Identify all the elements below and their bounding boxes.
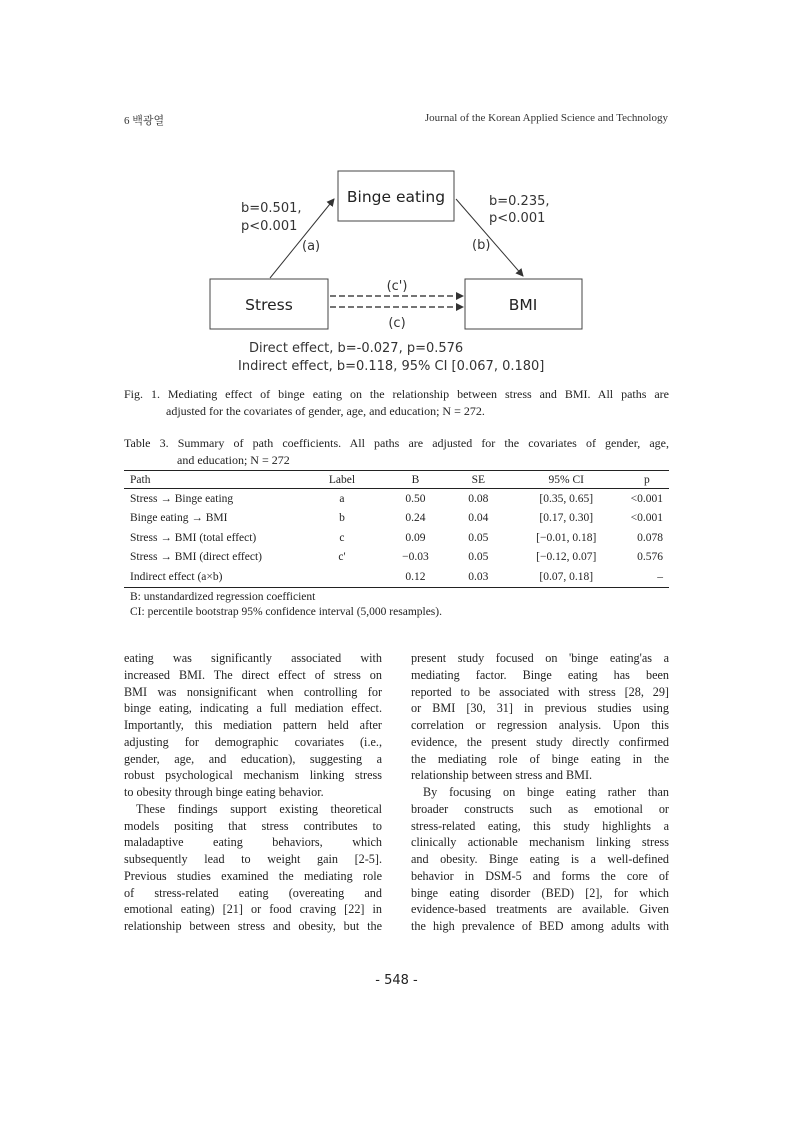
- table-row: [124, 509, 669, 529]
- text-line: correlation or regression analysis. Upon this: [411, 718, 669, 732]
- cell-label: c: [339, 531, 345, 544]
- figure-caption-line-1: Fig. 1. Mediating effect of binge eating on the relationship between stress and BMI. All paths are: [124, 387, 669, 401]
- cell-p: <0.001: [630, 492, 663, 505]
- text-line: reported to be associated with stress [28, 29]: [411, 684, 669, 699]
- text-line: behavior in DSM-5 and forms the core of: [411, 868, 669, 883]
- column-header-ci: 95% CI: [508, 471, 625, 489]
- text-line: to obesity through binge eating behavior.: [124, 785, 324, 799]
- cell-ci: [−0.01, 0.18]: [536, 531, 597, 544]
- indirect-effect-text: Indirect effect, b=0.118, 95% CI [0.067, 0.180]: [238, 359, 545, 374]
- text-line: models positing that stress contributes to: [124, 818, 382, 833]
- body-text-right-column: [411, 650, 669, 935]
- path-b-coefficient: b=0.235,: [489, 194, 550, 209]
- direct-effect-text: Direct effect, b=-0.027, p=0.576: [249, 341, 464, 356]
- cell-se: 0.05: [468, 551, 489, 564]
- text-line: broader constructs such as emotional or: [411, 801, 669, 816]
- text-line: increased BMI. The direct effect of stress on: [124, 667, 382, 682]
- path-b-label: (b): [472, 238, 491, 253]
- header-journal-title: Journal of the Korean Applied Science and Technology: [424, 112, 668, 124]
- text-line: or BMI [30, 31] in previous studies using: [411, 701, 669, 716]
- text-line: of stress-related eating (overeating and: [124, 885, 382, 900]
- table-row: [124, 489, 669, 509]
- text-line: eating was significantly associated with: [124, 651, 382, 665]
- path-c-label: (c): [388, 316, 406, 331]
- table-note-ci: CI: percentile bootstrap 95% confidence interval (5,000 resamples).: [130, 606, 442, 618]
- text-line: relationship between stress and obesity, but the: [124, 919, 382, 933]
- binge-eating-box-label: Binge eating: [346, 188, 446, 206]
- mediation-diagram: [0, 0, 793, 380]
- text-line: and obesity. Binge eating is a well-defined: [411, 852, 669, 866]
- cell-p: 0.078: [637, 531, 663, 544]
- text-line: evidence-based treatments are available. Given: [411, 902, 669, 917]
- text-line: present study focused on 'binge eating'as a: [411, 651, 669, 665]
- cell-path: Stress → Binge eating: [130, 492, 234, 505]
- cell-b: 0.24: [405, 512, 426, 525]
- table-caption-line-1: Table 3. Summary of path coefficients. All paths are adjusted for the covariates of gender, age,: [124, 436, 669, 450]
- cell-b: 0.09: [405, 531, 426, 544]
- cell-label: [302, 567, 382, 587]
- column-header-se: SE: [449, 471, 508, 489]
- text-line: BMI was nonsignificant when controlling for: [124, 684, 382, 699]
- text-line: stress-related eating, this study highlights a: [411, 818, 669, 833]
- text-line: By focusing on binge eating rather than: [423, 785, 669, 799]
- cell-p: –: [625, 567, 669, 587]
- column-header-label: Label: [302, 471, 382, 489]
- cell-ci: [0.07, 0.18]: [508, 567, 625, 587]
- cell-path: Binge eating → BMI: [130, 512, 228, 525]
- text-line: binge eating, indicating a full mediation effect.: [124, 701, 382, 716]
- path-coefficients-table: [124, 470, 669, 588]
- cell-ci: [−0.12, 0.07]: [536, 551, 597, 564]
- cell-label: a: [339, 492, 345, 505]
- text-line: relationship between stress and BMI.: [411, 768, 593, 783]
- text-line: emotional eating) [21] or food craving [22] in: [124, 902, 382, 917]
- path-c-prime-label: (c'): [386, 279, 408, 294]
- text-line: clinically actionable mechanism linking stress: [411, 835, 669, 850]
- body-text-left-column: [124, 650, 382, 935]
- table-row: [124, 528, 669, 548]
- path-a-p-value: p<0.001: [241, 219, 298, 234]
- text-line: adjusting for demographic covariates (i.e.,: [124, 734, 382, 749]
- cell-se: 0.05: [468, 531, 489, 544]
- path-b-p-value: p<0.001: [489, 211, 546, 226]
- text-line: the high prevalence of BED among adults with: [411, 919, 669, 933]
- cell-ci: [0.35, 0.65]: [539, 492, 594, 505]
- column-header-path: Path: [124, 471, 302, 489]
- bmi-box-label: BMI: [508, 296, 538, 314]
- text-line: subsequently lead to weight gain [2-5].: [124, 852, 382, 866]
- text-line: mediating factor. Binge eating has been: [411, 667, 669, 682]
- figure-caption-line-2: adjusted for the covariates of gender, age, and education; N = 272.: [166, 403, 485, 418]
- header-page-author: 6 백광열: [124, 115, 165, 127]
- cell-path: Indirect effect (a×b): [124, 567, 302, 587]
- path-a-label: (a): [302, 239, 321, 254]
- cell-b: −0.03: [402, 551, 429, 564]
- table-row: [124, 548, 669, 568]
- cell-path: Stress → BMI (direct effect): [130, 551, 262, 564]
- table-header-row: [124, 471, 669, 489]
- cell-p: <0.001: [630, 512, 663, 525]
- cell-b: 0.50: [405, 492, 426, 505]
- column-header-p: p: [625, 471, 669, 489]
- page-number: - 548 -: [375, 973, 418, 988]
- figure-caption: [124, 386, 669, 419]
- table-caption: [124, 435, 669, 468]
- cell-se: 0.04: [468, 512, 489, 525]
- cell-b: 0.12: [382, 567, 449, 587]
- text-line: maladaptive eating behaviors, which: [124, 835, 382, 850]
- cell-se: 0.08: [468, 492, 489, 505]
- text-line: robust psychological mechanism linking stress: [124, 768, 382, 783]
- text-line: Importantly, this mediation pattern held after: [124, 718, 382, 732]
- path-a-coefficient: b=0.501,: [241, 201, 302, 216]
- cell-se: 0.03: [449, 567, 508, 587]
- text-line: the mediating role of binge eating in the: [411, 751, 669, 766]
- table-note-b: B: unstandardized regression coefficient: [130, 591, 316, 603]
- stress-box-label: Stress: [245, 296, 293, 314]
- table-notes: [130, 590, 442, 620]
- cell-p: 0.576: [637, 551, 663, 564]
- cell-ci: [0.17, 0.30]: [539, 512, 594, 525]
- cell-label: b: [339, 512, 345, 525]
- cell-path: Stress → BMI (total effect): [130, 531, 257, 544]
- text-line: These findings support existing theoretical: [136, 801, 382, 816]
- text-line: Previous studies examined the mediating role: [124, 868, 382, 883]
- text-line: binge eating disorder (BED) [2], for which: [411, 885, 669, 900]
- table-row: [124, 567, 669, 587]
- text-line: gender, age, and education), suggesting a: [124, 751, 382, 766]
- text-line: evidence, the present study directly confirmed: [411, 734, 669, 749]
- table-caption-line-2: and education; N = 272: [177, 452, 290, 467]
- cell-label: c': [338, 551, 346, 564]
- column-header-b: B: [382, 471, 449, 489]
